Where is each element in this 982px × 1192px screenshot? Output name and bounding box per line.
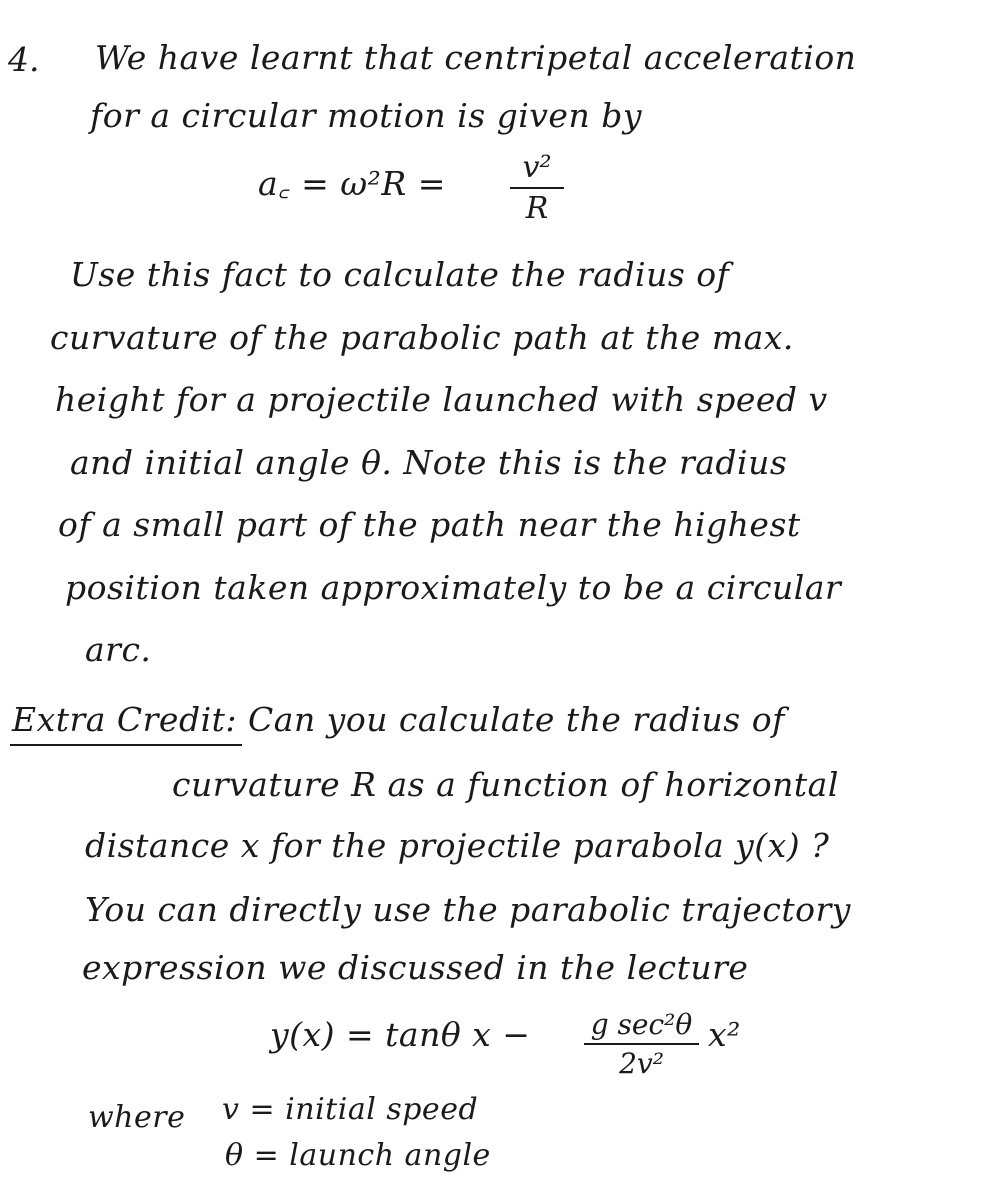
- trajectory-fraction: [584, 1008, 699, 1080]
- centripetal-equation: [258, 160, 446, 205]
- body-line-7: arc.: [85, 630, 152, 669]
- body-line-2: curvature of the parabolic path at the max.: [50, 318, 794, 357]
- extra-credit-heading: [12, 700, 785, 739]
- extra-line-4: You can directly use the parabolic trajectory: [85, 890, 851, 929]
- trajectory-denominator: 2v²: [619, 1047, 664, 1080]
- where-label: where: [88, 1100, 186, 1135]
- body-line-1: Use this fact to calculate the radius of: [70, 255, 730, 294]
- centripetal-equation-lhs: a꜀ = ω²R =: [258, 164, 446, 203]
- trajectory-tail: x²: [708, 1015, 741, 1054]
- intro-line-2: for a circular motion is given by: [90, 96, 642, 135]
- definition-angle: θ = launch angle: [225, 1138, 491, 1173]
- extra-credit-underline: [10, 744, 242, 746]
- trajectory-numerator: g sec²θ: [590, 1008, 693, 1041]
- trajectory-equation: y(x) = tanθ x −: [270, 1015, 531, 1054]
- body-line-3: height for a projectile launched with speed v: [55, 380, 828, 419]
- problem-number: 4.: [8, 40, 40, 79]
- extra-line-3: distance x for the projectile parabola y(x) ?: [85, 826, 830, 865]
- fraction-denominator: R: [525, 191, 549, 226]
- definition-speed: v = initial speed: [222, 1092, 479, 1127]
- intro-line-1: We have learnt that centripetal acceleration: [95, 38, 857, 77]
- extra-line-5: expression we discussed in the lecture: [82, 948, 749, 987]
- body-line-6: position taken approximately to be a circular: [65, 568, 842, 607]
- extra-credit-line-1: : Can you calculate the radius of: [225, 700, 785, 739]
- extra-line-2: curvature R as a function of horizontal: [172, 765, 839, 804]
- body-line-5: of a small part of the path near the highest: [58, 505, 801, 544]
- extra-credit-label: Extra Credit: [12, 700, 226, 739]
- body-line-4: and initial angle θ. Note this is the radius: [70, 443, 788, 482]
- fraction-numerator: v²: [522, 150, 552, 185]
- centripetal-fraction: [510, 150, 564, 226]
